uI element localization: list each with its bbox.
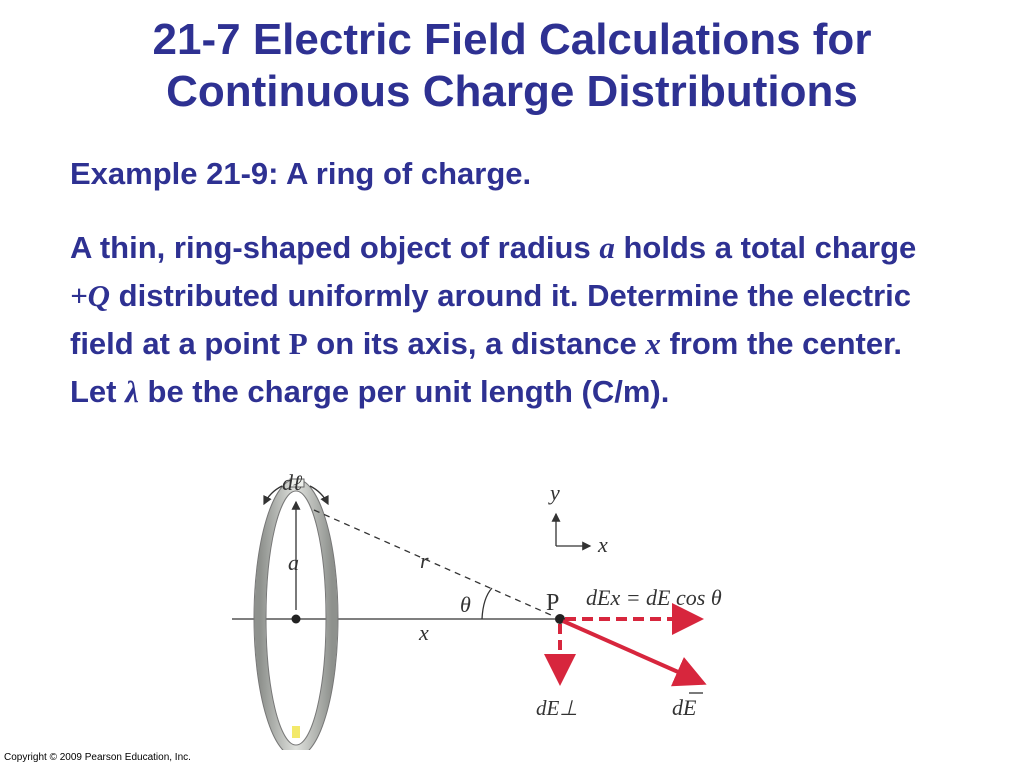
problem-text-6: be the charge per unit length (C/m). <box>138 374 670 409</box>
var-q: +Q <box>70 278 111 313</box>
label-r: r <box>420 548 429 573</box>
copyright-notice: Copyright © 2009 Pearson Education, Inc. <box>4 752 191 763</box>
slide-title <box>0 14 1024 118</box>
problem-text-1: A thin, ring-shaped object of radius <box>70 230 600 265</box>
label-dE: dE <box>672 695 697 720</box>
label-x-distance: x <box>419 620 429 645</box>
label-dEx-equation: dEx = dE cos θ <box>586 585 722 610</box>
ring-center <box>292 615 301 624</box>
ring-charge-diagram <box>220 470 780 750</box>
var-a: a <box>599 230 615 265</box>
label-p: P <box>546 590 560 616</box>
example-heading: Example 21-9: A ring of charge. <box>70 156 532 191</box>
problem-text-3: distributed uniformly around it. Determine the electric field at a point <box>70 278 912 361</box>
theta-arc <box>482 588 492 619</box>
label-axis-x: x <box>598 532 608 557</box>
problem-statement <box>70 224 950 416</box>
label-theta: θ <box>460 592 471 617</box>
problem-text-4: on its axis, a distance <box>307 326 646 361</box>
var-p: P <box>288 326 308 361</box>
label-axis-y: y <box>550 480 560 505</box>
problem-text-5: from the center. Let <box>70 326 903 409</box>
title-line-2: Continuous Charge Distributions <box>166 67 858 116</box>
label-dl: dℓ <box>282 470 303 495</box>
title-line-1: 21-7 Electric Field Calculations for <box>152 15 872 64</box>
ring-bottom-highlight <box>292 726 300 738</box>
dE-vector <box>563 621 703 683</box>
problem-text-2: holds a total charge <box>614 230 917 265</box>
label-a: a <box>288 550 299 575</box>
distance-r-line <box>314 510 560 619</box>
label-dEperp: dE⊥ <box>536 696 578 720</box>
var-x: x <box>645 326 661 361</box>
var-lambda: λ <box>125 374 139 409</box>
